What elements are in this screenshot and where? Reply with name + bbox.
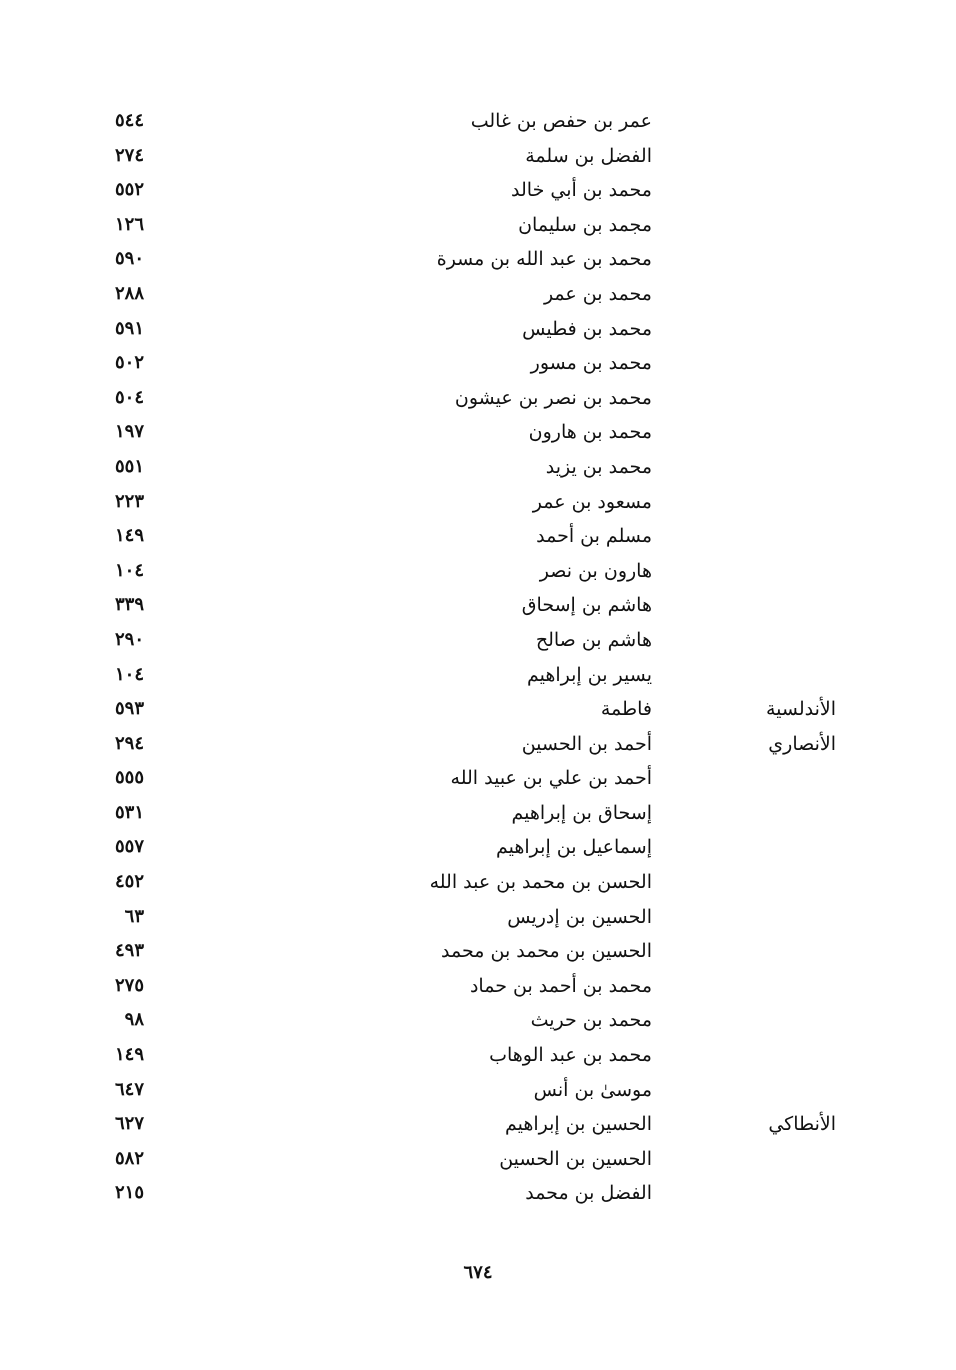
index-entry	[0, 800, 956, 835]
page-reference: ٥٥٧	[114, 836, 144, 858]
page-reference: ٦٤٧	[114, 1078, 144, 1100]
page-reference: ١٠٤	[114, 663, 144, 685]
index-entry	[0, 558, 956, 593]
person-name: الحسين بن محمد بن محمد	[441, 940, 652, 963]
person-name: هاشم بن صالح	[535, 628, 652, 651]
page-reference: ٥٣١	[114, 801, 144, 823]
person-name: يسير بن إبراهيم	[526, 663, 652, 686]
page-reference: ٤٥٢	[114, 871, 144, 893]
person-name: محمد بن عبد الوهاب	[489, 1044, 652, 1067]
index-entry	[0, 316, 956, 351]
index-entry	[0, 938, 956, 973]
index-entry	[0, 1077, 956, 1112]
nisba-heading: الأنصاري	[768, 732, 836, 755]
index-list	[0, 108, 956, 1215]
index-entry	[0, 108, 956, 143]
index-entry	[0, 1146, 956, 1181]
person-name: محمد بن هارون	[528, 421, 652, 444]
person-name: مجمد بن سليمان	[518, 213, 652, 236]
page-reference: ٥٨٢	[114, 1147, 144, 1169]
index-entry	[0, 143, 956, 178]
index-entry	[0, 385, 956, 420]
page-reference: ٢١٥	[114, 1182, 144, 1204]
page-reference: ٦٢٧	[114, 1113, 144, 1135]
index-entry	[0, 212, 956, 247]
page-reference: ٥٠٢	[114, 352, 144, 374]
page-reference: ٢٧٥	[114, 974, 144, 996]
index-entry	[0, 765, 956, 800]
page-reference: ١٤٩	[114, 525, 144, 547]
index-entry	[0, 246, 956, 281]
index-entry	[0, 454, 956, 489]
index-entry	[0, 419, 956, 454]
page-reference: ٢٩٠	[114, 628, 144, 650]
person-name: إسماعيل بن إبراهيم	[496, 836, 652, 859]
nisba-heading: الأندلسية	[765, 698, 836, 721]
person-name: الحسين بن الحسين	[499, 1147, 652, 1170]
person-name: الحسين بن إبراهيم	[504, 1113, 652, 1136]
person-name: الحسين بن إدريس	[507, 905, 652, 928]
index-entry	[0, 627, 956, 662]
person-name: هارون بن نصر	[539, 559, 652, 582]
person-name: عمر بن حفص بن غالب	[470, 110, 652, 132]
page-reference: ٥٥٥	[114, 767, 144, 789]
index-entry	[0, 904, 956, 939]
index-entry	[0, 350, 956, 385]
page-reference: ٢٢٣	[114, 490, 144, 512]
person-name: محمد بن أحمد بن حماد	[469, 974, 652, 997]
page-reference: ٣٣٩	[114, 594, 144, 616]
page-reference: ٢٨٨	[114, 282, 144, 304]
page-reference: ٤٩٣	[114, 940, 144, 962]
page-reference: ١٩٧	[114, 421, 144, 443]
person-name: فاطمة	[600, 698, 652, 721]
index-entry	[0, 834, 956, 869]
index-entry	[0, 489, 956, 524]
person-name: إسحاق بن إبراهيم	[511, 801, 652, 824]
page-reference: ٥٤٤	[114, 110, 144, 131]
index-entry	[0, 731, 956, 766]
person-name: محمد بن عمر	[543, 282, 652, 305]
page-reference: ٥٩١	[114, 317, 144, 339]
index-entry	[0, 592, 956, 627]
person-name: هاشم بن إسحاق	[521, 594, 652, 617]
person-name: محمد بن عبد الله بن مسرة	[436, 248, 652, 271]
page-number: ٦٧٤	[463, 1262, 493, 1283]
page-reference: ١٢٦	[114, 213, 144, 235]
person-name: أحمد بن علي بن عبيد الله	[450, 767, 652, 790]
person-name: محمد بن يزيد	[545, 455, 652, 478]
page-reference: ٥٩٣	[114, 698, 144, 720]
person-name: مسعود بن عمر	[532, 490, 652, 513]
index-entry	[0, 696, 956, 731]
person-name: الحسن بن محمد بن عبد الله	[429, 871, 652, 894]
page-reference: ١٤٩	[114, 1044, 144, 1066]
person-name: الفضل بن سلمة	[525, 144, 652, 167]
person-name: الفضل بن محمد	[525, 1182, 652, 1205]
index-entry	[0, 662, 956, 697]
person-name: محمد بن مسور	[530, 352, 652, 375]
person-name: محمد بن نصر بن عيشون	[454, 386, 652, 409]
page-reference: ٩٨	[124, 1009, 144, 1031]
person-name: محمد بن أبي خالد	[511, 179, 652, 202]
page-reference: ٦٣	[124, 905, 144, 927]
index-entry	[0, 973, 956, 1008]
page-reference: ٢٧٤	[114, 144, 144, 166]
index-entry	[0, 1042, 956, 1077]
page-reference: ٥٥١	[114, 455, 144, 477]
person-name: محمد بن فطيس	[522, 317, 652, 340]
index-entry	[0, 177, 956, 212]
page-reference: ٥٠٤	[114, 386, 144, 408]
person-name: أحمد بن الحسين	[521, 732, 652, 755]
index-entry	[0, 869, 956, 904]
nisba-heading: الأنطاكي	[768, 1113, 836, 1136]
person-name: موسىٰ بن أنس	[533, 1078, 652, 1101]
page-reference: ٢٩٤	[114, 732, 144, 754]
index-entry	[0, 1180, 956, 1215]
person-name: مسلم بن أحمد	[536, 525, 652, 548]
index-entry	[0, 523, 956, 558]
page-reference: ٥٥٢	[114, 179, 144, 201]
person-name: محمد بن حريث	[530, 1009, 652, 1032]
page-reference: ١٠٤	[114, 559, 144, 581]
index-entry	[0, 1007, 956, 1042]
index-entry	[0, 1111, 956, 1146]
index-entry	[0, 281, 956, 316]
page-reference: ٥٩٠	[114, 248, 144, 270]
